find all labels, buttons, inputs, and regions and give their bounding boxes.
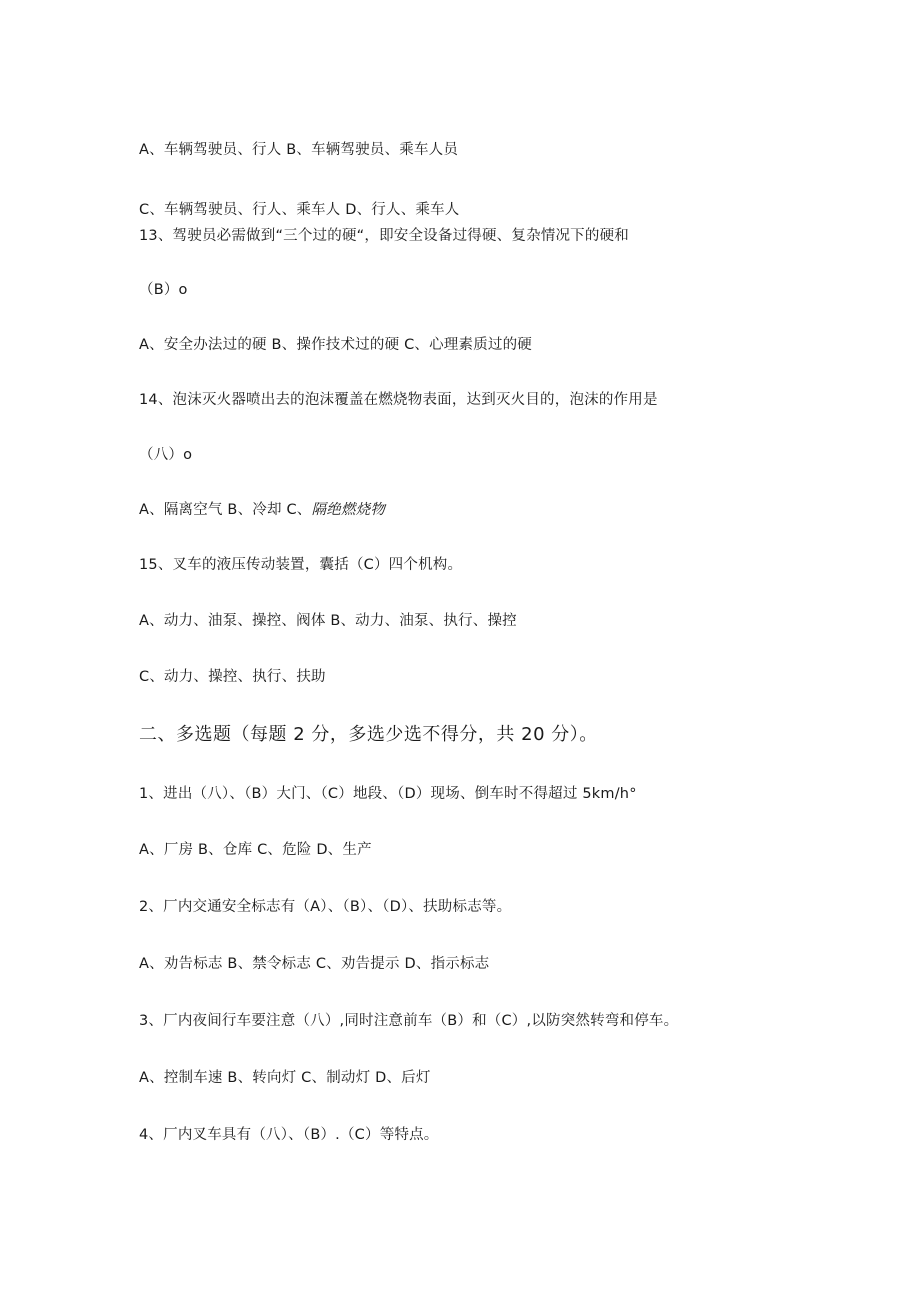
- multi-question-2-text: 2、厂内交通安全标志有（A）、（B）、（D）、扶助标志等。: [139, 899, 512, 915]
- multi-question-3-text: 3、厂内夜间行车要注意（八）,同时注意前车（B）和（C）,以防突然转弯和停车。: [139, 1013, 679, 1029]
- question-13-text: 13、驾驶员必需做到“三个过的硬“，即安全设备过得硬、复杂情况下的硬和: [139, 228, 629, 244]
- multi-question-1-text: 1、进出（八）、（B）大门、（C）地段、（D）现场、倒车时不得超过 5km∕h°: [139, 786, 637, 802]
- question-13-answer: （B）o: [139, 282, 188, 298]
- question-15-text: 15、叉车的液压传动装置，囊括（C）四个机构。: [139, 557, 463, 573]
- question-14-answer: （八）o: [139, 447, 193, 463]
- options-main-text: A、隔离空气 B、冷却 C、: [139, 502, 312, 518]
- options-italic-text: 隔绝燃烧物: [311, 502, 386, 518]
- multi-question-4-text: 4、厂内叉车具有（八）、（B）.（C）等特点。: [139, 1127, 439, 1143]
- answer-options-line: A、车辆驾驶员、行人 B、车辆驾驶员、乘车人员: [139, 142, 459, 158]
- question-14-text: 14、泡沫灭火器喷出去的泡沫覆盖在燃烧物表面，达到灭火目的，泡沫的作用是: [139, 392, 658, 408]
- section-heading: 二、多选题（每题 2 分，多选少选不得分，共 20 分）。: [139, 724, 598, 745]
- answer-options-line: A、控制车速 B、转向灯 C、制动灯 D、后灯: [139, 1070, 431, 1086]
- answer-options-line: C、车辆驾驶员、行人、乘车人 D、行人、乘车人: [139, 202, 460, 218]
- answer-options-line: C、动力、操控、执行、扶助: [139, 669, 326, 685]
- answer-options-line: A、厂房 B、仓库 C、危险 D、生产: [139, 842, 372, 858]
- answer-options-line: [139, 500, 385, 520]
- answer-options-line: A、安全办法过的硬 B、操作技术过的硬 C、心理素质过的硬: [139, 337, 533, 353]
- answer-options-line: A、劝告标志 B、禁令标志 C、劝告提示 D、指示标志: [139, 956, 490, 972]
- answer-options-line: A、动力、油泵、操控、阀体 B、动力、油泵、执行、操控: [139, 613, 517, 629]
